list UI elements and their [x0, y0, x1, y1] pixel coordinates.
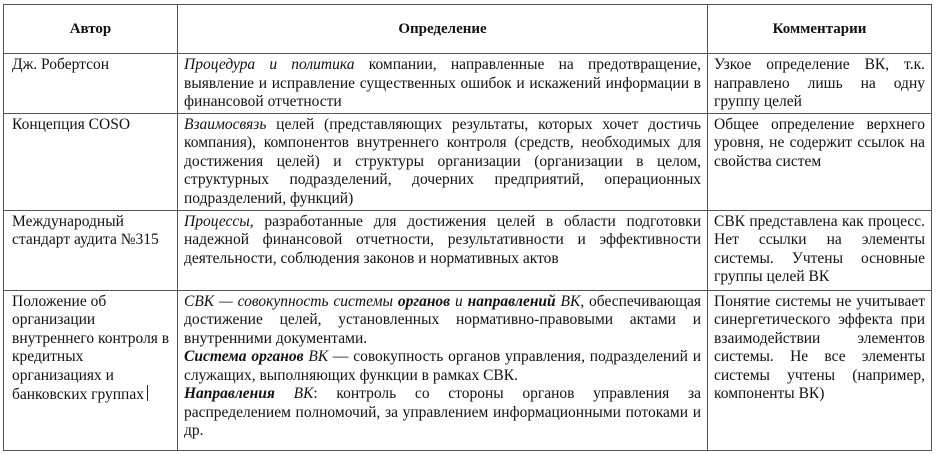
def-part: ВК: [303, 348, 329, 365]
definition-text: , разработанные для достижения целей в области подготовки надежной финансовой отчетности, результативности и эффективности деятельности, соблюдения законов и нормативных актов: [184, 212, 701, 267]
def-part: , обеспечивающая достижение целей, установленных нормативно-правовыми актами и внутренними документами.: [184, 292, 702, 347]
definition-lead: Процессы: [184, 212, 250, 230]
author-cell: Концепция COSO: [4, 113, 178, 210]
definition-lead: Взаимосвязь: [184, 115, 267, 133]
def-part: ВК: [555, 292, 581, 310]
author-text: Положение об организации внутреннего контроля в кредитных организациях и банковских группах: [12, 292, 170, 403]
def-part: Система органов: [184, 348, 304, 365]
def-part: — совокупность органов управления, подразделений и служащих, выполняющих функции в рамках СВК.: [184, 348, 702, 384]
definition-paragraph: [184, 348, 701, 385]
definition-cell: [178, 54, 708, 114]
definition-text: целей (представляющих результаты, которых хочет достичь компания), компонентов внутреннего контроля (средств, необходимых для достижения целей) и структуры организации (организации в целом, структурных подразделений, дочерних предприятий, операционных подразделений, функций): [184, 115, 701, 207]
definition-cell: [178, 290, 708, 450]
def-part: органов: [397, 292, 451, 310]
author-cell: Международный стандарт аудита №315: [4, 210, 178, 290]
def-part: : контроль со стороны органов управления за распределением полномочий, за управлением информационными потоками и др.: [184, 385, 702, 439]
table-row: [4, 54, 932, 114]
def-part: СВК — совокупность системы: [184, 292, 398, 310]
definition-cell: [178, 210, 708, 290]
header-comments: Комментарии: [708, 5, 932, 54]
table-row: [4, 290, 932, 450]
def-part: и: [450, 292, 468, 310]
table-row: [4, 113, 932, 210]
definition-lead: Процедура и политика: [184, 56, 355, 73]
def-part: направлений: [467, 292, 556, 310]
def-part: Направления: [184, 385, 275, 402]
comment-cell: СВК представлена как процесс. Нет ссылки на элементы системы. Учтены основные группы целей ВК: [708, 210, 932, 290]
definitions-table: [3, 4, 932, 451]
text-cursor: [147, 385, 148, 401]
table-header-row: [4, 5, 932, 54]
comment-cell: Понятие системы не учитывает синергетического эффекта при взаимодействии элементов системы. Не все элементы системы учтены (например, компоненты ВК): [708, 290, 932, 450]
table-row: [4, 210, 932, 290]
author-cell: Дж. Робертсон: [4, 54, 178, 114]
definition-text: компании, направленные на предотвращение, выявление и исправление существенных ошибок и искажений информации в финансовой отчетности: [184, 56, 701, 110]
def-part: ВК: [274, 385, 314, 402]
header-definition: Определение: [178, 5, 708, 54]
comment-cell: Узкое определение ВК, т.к. направлено лишь на одну группу целей: [708, 54, 932, 114]
header-author: Автор: [4, 5, 178, 54]
definition-paragraph: [184, 385, 701, 441]
definition-cell: [178, 113, 708, 210]
definition-paragraph: [184, 293, 701, 349]
comment-cell: Общее определение верхнего уровня, не содержит ссылок на свойства систем: [708, 113, 932, 210]
author-cell: [4, 290, 178, 450]
